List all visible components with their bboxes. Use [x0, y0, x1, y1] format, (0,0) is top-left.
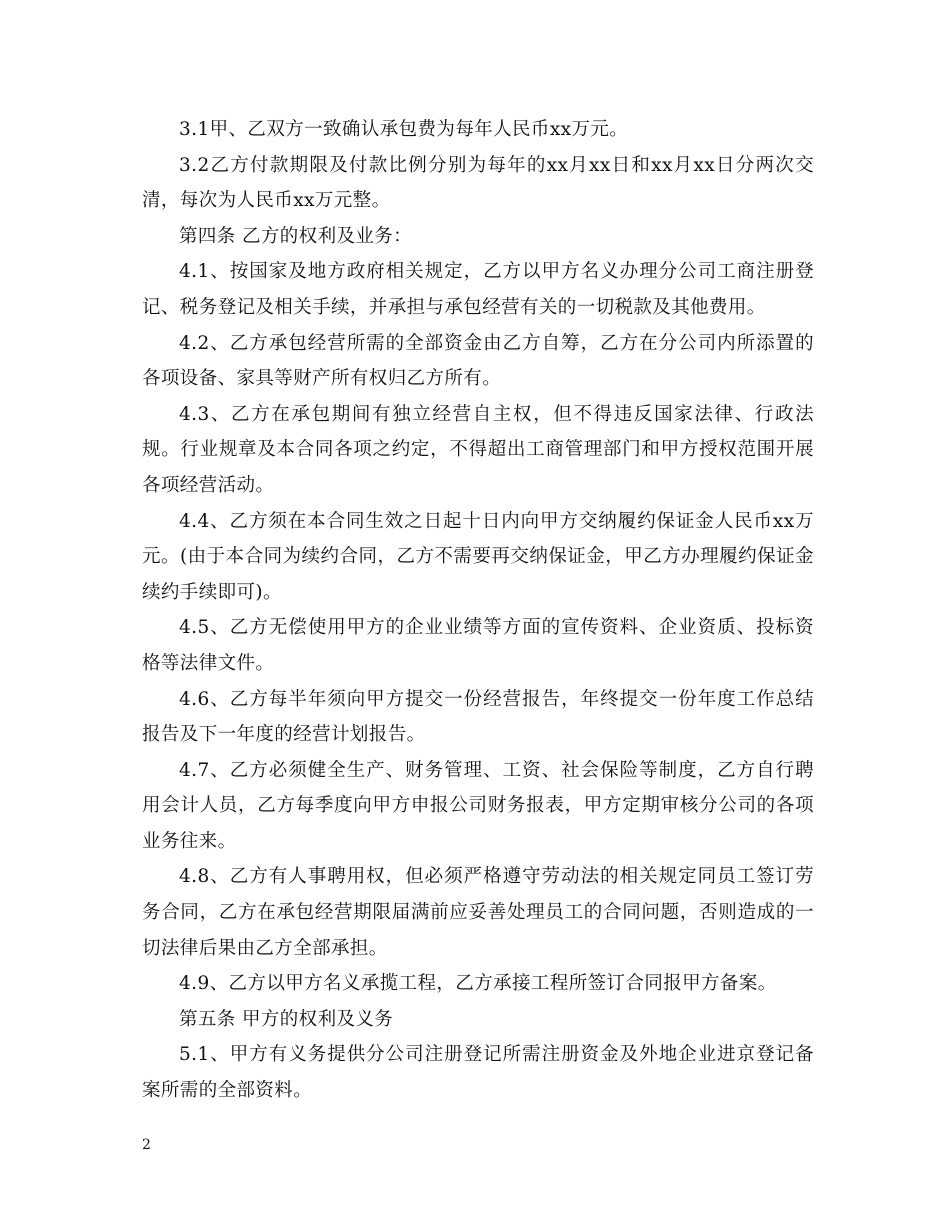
article-5-heading: 第五条 甲方的权利及义务 — [179, 1008, 394, 1030]
clause-4-7: 4.7、乙方必须健全生产、财务管理、工资、社会保险等制度，乙方自行聘用会计人员，乙方每季度向甲方申报公司财务报表，甲方定期审核分公司的各项业务往来。 — [142, 759, 814, 852]
clause-4-9: 4.9、乙方以甲方名义承揽工程，乙方承接工程所签订合同报甲方备案。 — [179, 973, 777, 995]
clause-4-3: 4.3、乙方在承包期间有独立经营自主权，但不得违反国家法律、行政法规。行业规章及本合同各项之约定，不得超出工商管理部门和甲方授权范围开展各项经营活动。 — [142, 403, 814, 496]
page-number: 2 — [142, 1137, 151, 1153]
clause-4-1: 4.1、按国家及地方政府相关规定，乙方以甲方名义办理分公司工商注册登记、税务登记及相关手续，并承担与承包经营有关的一切税款及其他费用。 — [142, 261, 814, 318]
clause-3-1: 3.1甲、乙双方一致确认承包费为每年人民币xx万元。 — [179, 119, 629, 140]
clause-4-2: 4.2、乙方承包经营所需的全部资金由乙方自筹，乙方在分公司内所添置的各项设备、家具等财产所有权归乙方所有。 — [142, 332, 814, 390]
clause-4-6: 4.6、乙方每半年须向甲方提交一份经营报告，年终提交一份年度工作总结报告及下一年度的经营计划报告。 — [142, 688, 814, 746]
document-body — [142, 112, 814, 1109]
clause-4-4: 4.4、乙方须在本合同生效之日起十日内向甲方交纳履约保证金人民币xx万元。(由于本合同为续约合同，乙方不需要再交纳保证金，甲乙方办理履约保证金续约手续即可)。 — [142, 510, 814, 603]
clause-3-2: 3.2乙方付款期限及付款比例分别为每年的xx月xx日和xx月xx日分两次交清，每次为人民币xx万元整。 — [142, 154, 814, 212]
clause-5-1: 5.1、甲方有义务提供分公司注册登记所需注册资金及外地企业进京登记备案所需的全部资料。 — [142, 1044, 814, 1102]
clause-4-8: 4.8、乙方有人事聘用权，但必须严格遵守劳动法的相关规定同员工签订劳务合同，乙方在承包经营期限届满前应妥善处理员工的合同问题，否则造成的一切法律后果由乙方全部承担。 — [142, 866, 814, 959]
clause-4-5: 4.5、乙方无偿使用甲方的企业业绩等方面的宣传资料、企业资质、投标资格等法律文件。 — [142, 617, 814, 674]
article-4-heading: 第四条 乙方的权利及业务： — [179, 225, 413, 247]
